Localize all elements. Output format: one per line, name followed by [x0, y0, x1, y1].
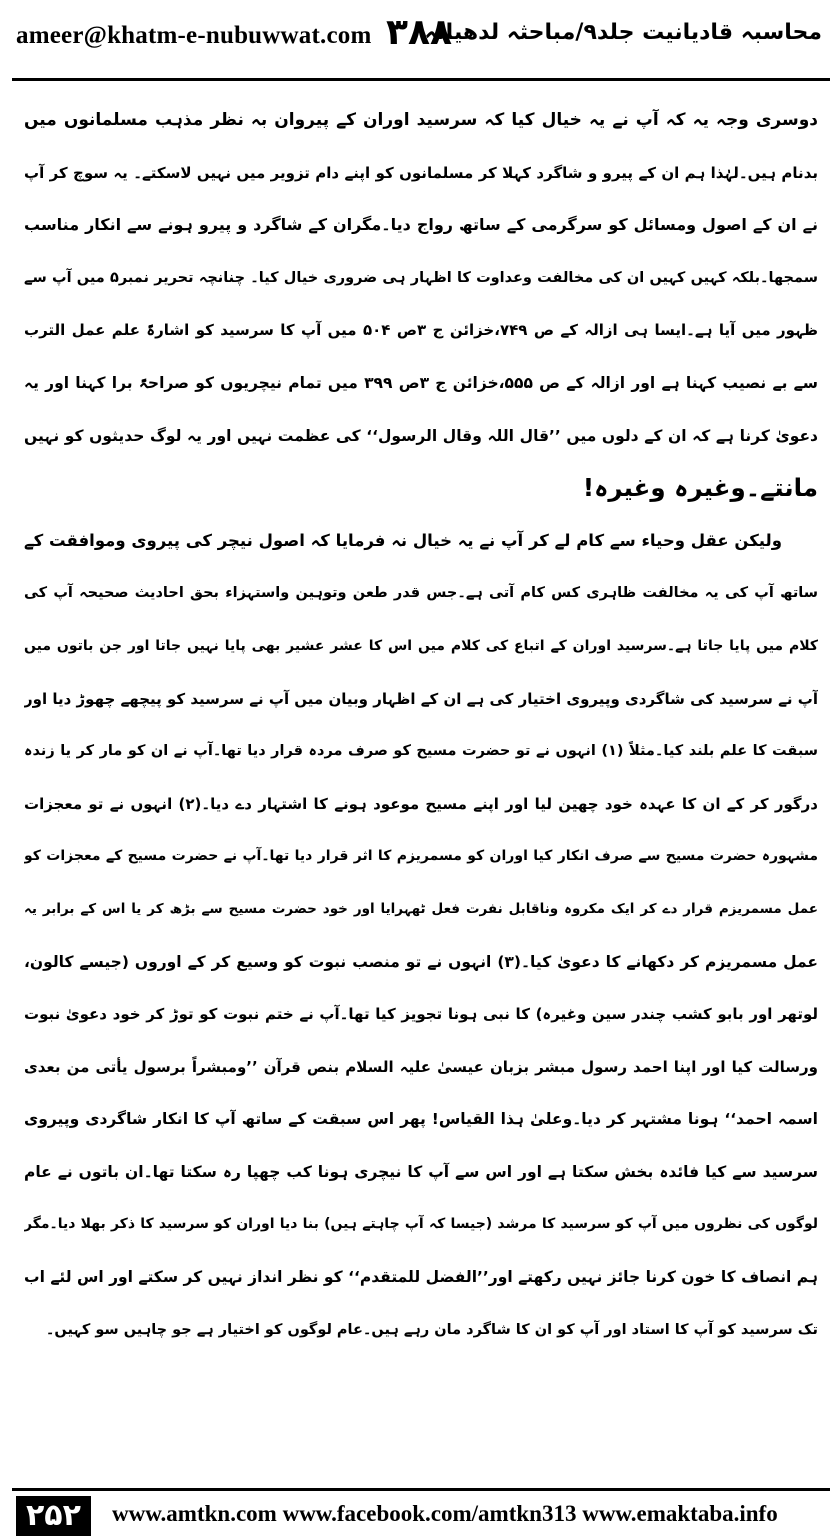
- footer-urls: www.amtkn.com www.facebook.com/amtkn313 www.emaktaba.info: [112, 1501, 778, 1526]
- text-line: مانتے۔وغیرہ وغیرہ!: [582, 473, 818, 503]
- page-header: [0, 0, 840, 80]
- text-line: ساتھ آپ کی یہ مخالفت ظاہری کس کام آتی ہے۔جس قدر طعن وتوہین واستہزاء بحق احادیث صحیحہ آپ کی: [24, 585, 818, 602]
- header-email: ameer@khatm-e-nubuwwat.com: [16, 22, 372, 49]
- text-line: کلام میں پایا جاتا ہے۔سرسید اوران کے اتباع کی کلام میں اس کا عشر عشیر بھی پایا نہیں جاتا اور جن باتوں میں: [24, 637, 818, 654]
- page-footer: [0, 1488, 840, 1540]
- text-line: ظہور میں آیا ہے۔ایسا ہی ازالہ کے ص ۷۴۹،خزائن ج ۳ص ۵۰۴ میں آپ کا سرسید کو اشارۃً علم عمل الترب: [24, 321, 818, 340]
- header-book-title: محاسبہ قادیانیت جلد۹/مباحثہ لدھیانہ: [424, 20, 822, 45]
- footer-divider: [12, 1488, 830, 1491]
- text-line: بدنام ہیں۔لہٰذا ہم ان کے پیرو و شاگرد کہلا کر مسلمانوں کو اپنے دام تزویر میں نہیں لاسکتے۔ یہ سوچ کر آپ: [24, 163, 818, 182]
- text-line: نے ان کے اصول ومسائل کو سرگرمی کے ساتھ رواج دیا۔مگران کے شاگرد و پیرو ہونے سے انکار مناسب: [24, 215, 818, 235]
- text-line: لوتھر اور بابو کشب چندر سین وغیرہ) کا نبی ہونا تجویز کیا تھا۔آپ نے ختم نبوت کو توڑ کر خود دعویٰ نبوت: [24, 1005, 818, 1024]
- text-line: ورسالت کیا اور اپنا احمد رسول مبشر بزبان عیسیٰ علیہ السلام بنص قرآن ’’ومبشراً برسول یأتی من بعدی: [24, 1057, 818, 1076]
- text-line: عمل مسمریزم قرار دے کر ایک مکروہ وناقابل نفرت فعل ٹھہرایا اور خود حضرت مسیح سے بڑھ کر یا اس کے برابر یہ: [24, 900, 818, 917]
- text-line: لوگوں کی نظروں میں آپ کو سرسید کا مرشد (جیسا کہ آپ چاہتے ہیں) بنا دیا اوران کو سرسید کا ذکر بھلا دیا۔مگر: [24, 1216, 818, 1233]
- text-line: درگور کر کے ان کا عہدہ خود چھین لیا اور اپنے مسیح موعود ہونے کا اشتہار دے دیا۔(۲) انہوں نے تو معجزات: [24, 794, 818, 813]
- header-divider: [12, 78, 830, 81]
- text-line: سبقت کا علم بلند کیا۔مثلاً (۱) انہوں نے تو حضرت مسیح کو صرف مردہ قرار دیا تھا۔آپ نے ان کو مار کر یا زندہ: [24, 743, 818, 760]
- text-line: آپ نے سرسید کی شاگردی وپیروی اختیار کی ہے ان کے اظہار وبیان میں آپ نے سرسید کو پیچھے چھوڑ دیا اور: [24, 689, 818, 708]
- text-line: ہم انصاف کا خون کرنا جائز نہیں رکھتے اور’’الفضل للمتقدم‘‘ کو نظر انداز نہیں کر سکتے اور اس لئے اب: [24, 1268, 818, 1287]
- header-page-number: ۳۸۸: [386, 12, 452, 53]
- text-line: دوسری وجہ یہ کہ آپ نے یہ خیال کیا کہ سرسید اوران کے پیروان بہ نظر مذہب مسلمانوں میں: [24, 110, 818, 130]
- text-line: دعویٰ کرنا ہے کہ ان کے دلوں میں ’’قال اللہ وقال الرسول‘‘ کی عظمت نہیں اور یہ لوگ حدیثوں کو نہیں: [24, 426, 818, 445]
- text-line: سے بے نصیب کہنا ہے اور ازالہ کے ص ۵۵۵،خزائن ج ۳ص ۳۹۹ میں تمام نیچریوں کو صراحۃً برا کہنا اور یہ: [24, 373, 818, 392]
- text-line: سمجھا۔بلکہ کہیں کہیں ان کی مخالفت وعداوت کا اظہار ہی ضروری خیال کیا۔ چنانچہ تحریر نمبر۵ میں آپ سے: [24, 269, 818, 286]
- text-line: ولیکن عقل وحیاء سے کام لے کر آپ نے یہ خیال نہ فرمایا کہ اصول نیچر کی پیروی وموافقت کے: [24, 530, 782, 550]
- footer-page-number: ۲۵۲: [16, 1496, 91, 1536]
- text-line: عمل مسمریزم کر دکھانے کا دعویٰ کیا۔(۳) انہوں نے تو منصب نبوت کو وسیع کر کے اوروں (جیسے کالون،: [24, 952, 818, 971]
- text-line: مشہورہ حضرت مسیح سے صرف انکار کیا اوران کو مسمریزم کا اثر قرار دیا تھا۔آپ نے حضرت مسیح کے معجزات کو: [24, 848, 818, 865]
- body-text: [24, 94, 818, 1356]
- text-line: سرسید سے کیا فائدہ بخش سکتا ہے اور اس سے آپ کا نیچری ہونا کب چھپا رہ سکتا تھا۔ان باتوں نے عام: [24, 1162, 818, 1181]
- text-line: اسمہ احمد‘‘ ہونا مشتہر کر دیا۔وعلیٰ ہذا القیاس! پھر اس سبقت کے ساتھ آپ کا انکار شاگردی وپیروی: [24, 1110, 818, 1129]
- text-line: تک سرسید کو آپ کا استاد اور آپ کو ان کا شاگرد مان رہے ہیں۔عام لوگوں کو اختیار ہے جو چاہیں سو کہیں۔: [45, 1321, 818, 1338]
